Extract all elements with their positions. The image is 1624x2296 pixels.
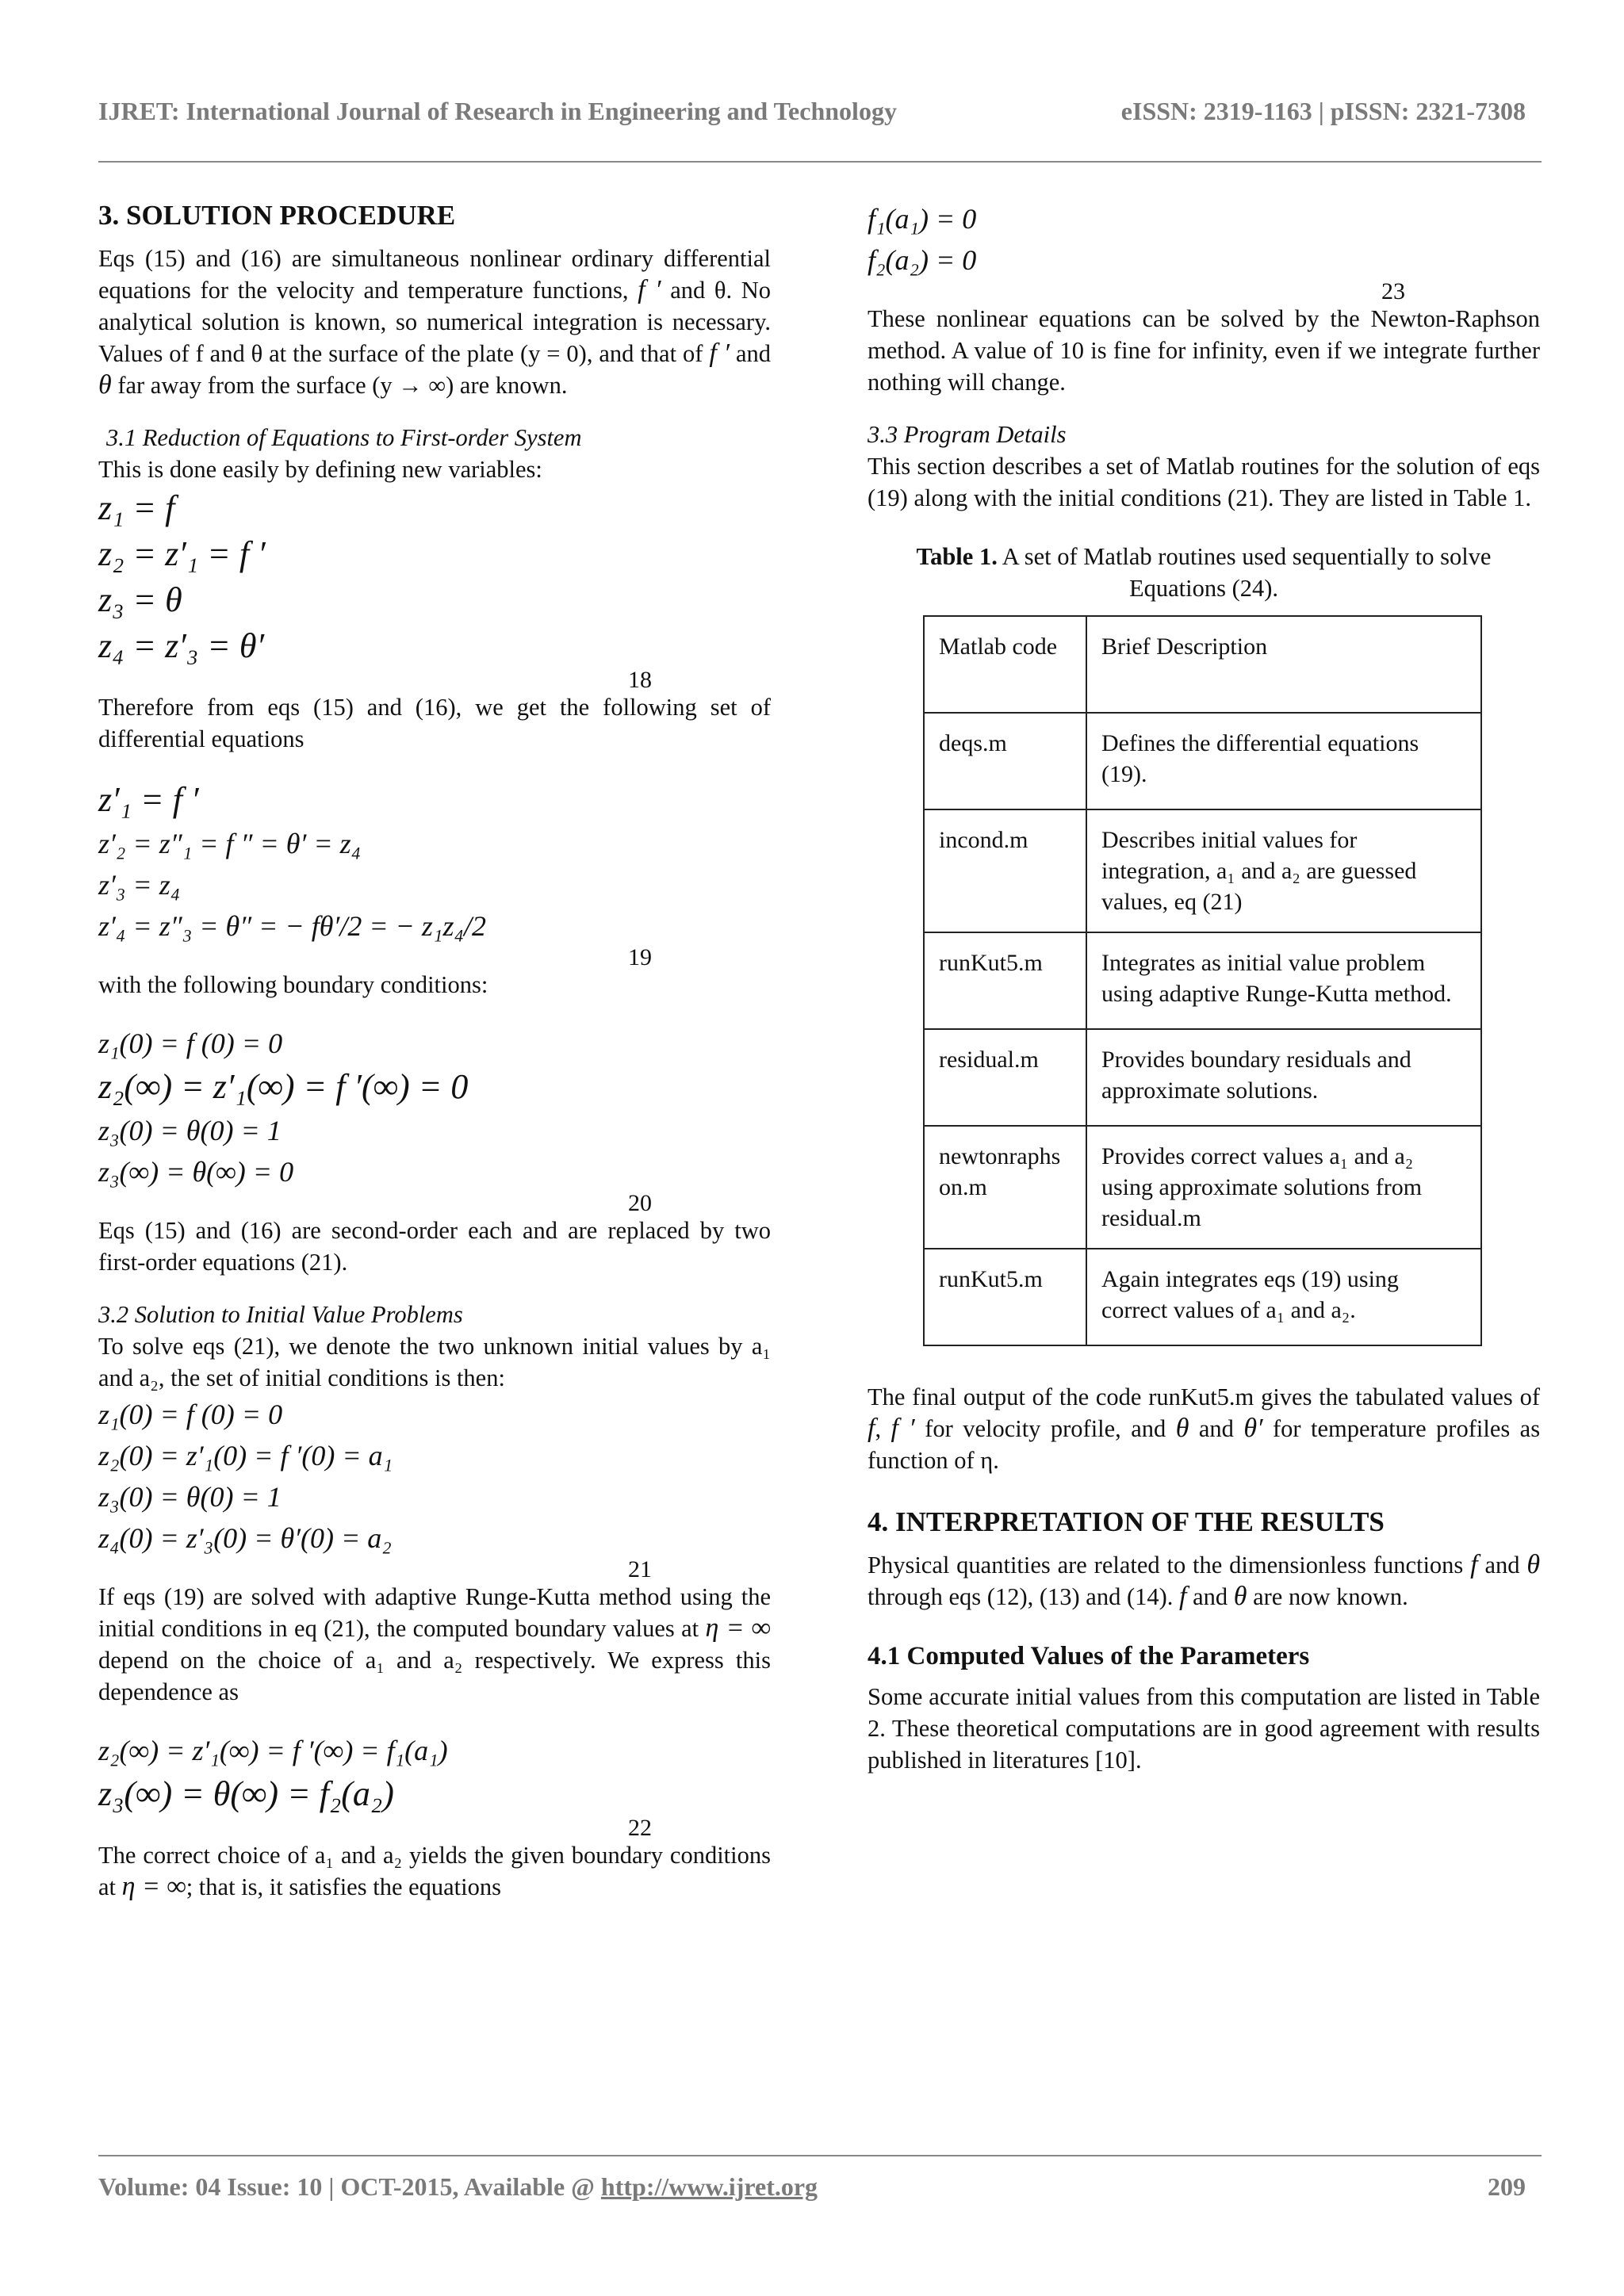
equation-number: 20 — [628, 1190, 652, 1216]
page-footer — [98, 2172, 1526, 2202]
left-column — [98, 198, 771, 1903]
footer-rule — [98, 2155, 1542, 2156]
equation-line: z₂(∞) = z′₁(∞) = f ′(∞) = f₁(a₁) — [98, 1735, 448, 1766]
math-symbol: f ′ — [709, 339, 730, 368]
equation-line: f₂(a₂) = 0 — [868, 244, 977, 276]
paragraph: The final output of the code runKut5.m gives the tabulated values of f, f ′ for velocity profile, and θ and θ′ for temperature profiles as function of η. — [868, 1383, 1541, 1474]
volume-info: Volume: 04 Issue: 10 | OCT-2015, Available @ — [98, 2172, 595, 2201]
page-number: 209 — [1488, 2172, 1526, 2201]
paragraph: Physical quantities are related to the dimensionless functions f and θ through eqs (12), (13) and (14). f and θ are now known. — [868, 1550, 1541, 1611]
table-row: runKut5.m Again integrates eqs (19) using correct values of a₁ and a₂. — [924, 1249, 1481, 1345]
table-row: runKut5.m Integrates as initial value problem using adaptive Runge-Kutta method. — [924, 932, 1481, 1029]
subsection-4-1-title: 4.1 Computed Values of the Parameters — [868, 1642, 1310, 1670]
equation-line: z₂ = z′₁ = f ′ — [98, 534, 266, 573]
equation-line: z₄(0) = z′₃(0) = θ′(0) = a₂ — [98, 1522, 392, 1554]
equation-18 — [98, 485, 771, 691]
math-symbol: θ — [98, 370, 112, 400]
equation-line: z₃(0) = θ(0) = 1 — [98, 1115, 282, 1146]
equation-19 — [98, 777, 771, 969]
equation-number: 18 — [628, 667, 652, 693]
table-row: Matlab code Brief Description — [924, 616, 1481, 713]
equation-number: 22 — [628, 1815, 652, 1841]
table-row: incond.m Describes initial values for integration, a₁ and a₂ are guessed values, eq (21) — [924, 809, 1481, 932]
paragraph: This section describes a set of Matlab routines for the solution of eqs (19) along with the initial conditions (21). They are listed in Table 1. — [868, 453, 1540, 511]
table-caption: Table 1. A set of Matlab routines used sequentially to solve Equations (24). — [916, 543, 1492, 602]
math-symbol: θ — [1233, 1582, 1247, 1611]
equation-line: z₃ = θ — [98, 580, 182, 619]
equation-line: z₁ = f — [98, 488, 175, 527]
equation-21 — [98, 1394, 771, 1581]
subsection-3-2-title: 3.2 Solution to Initial Value Problems — [98, 1301, 463, 1328]
equation-line: z₁(0) = f (0) = 0 — [98, 1027, 283, 1059]
right-column — [868, 198, 1540, 1776]
table-row: newtonraphson.m Provides correct values a₁ and a₂ using approximate solutions from residual.m — [924, 1126, 1481, 1249]
journal-link[interactable]: http://www.ijret.org — [600, 2172, 818, 2201]
equation-line: z₃(∞) = θ(∞) = 0 — [98, 1156, 294, 1188]
equation-line: z′₄ = z″₃ = θ″ = − fθ′/2 = − z₁z₄/2 — [98, 910, 486, 942]
math-symbol: η = ∞ — [705, 1613, 772, 1643]
equation-number: 19 — [628, 944, 652, 970]
paragraph: Eqs (15) and (16) are simultaneous nonlinear ordinary differential equations for the velocity and temperature functions, f ′ and θ. No analytical solution is known, so numerical integration is necessary. Values of f and θ at the surface of the plate (y = 0), and that of f ′ and θ far away from the surface (y → ∞) are known. — [98, 245, 772, 400]
math-symbol: f — [1470, 1550, 1478, 1579]
paragraph: These nonlinear equations can be solved by the Newton-Raphson method. A value of 10 is fine for infinity, even if we integrate further nothing will change. — [868, 305, 1540, 396]
equation-23 — [868, 198, 1540, 303]
subsection-3-3-title: 3.3 Program Details — [868, 421, 1067, 448]
equation-line: z₄ = z′₃ = θ′ — [98, 626, 265, 665]
math-symbol: f ′ — [638, 275, 661, 304]
math-symbol: θ′ — [1243, 1414, 1263, 1443]
equation-line: z₃(0) = θ(0) = 1 — [98, 1481, 282, 1513]
paragraph: Eqs (15) and (16) are second-order each and are replaced by two first-order equations (21). — [98, 1217, 771, 1276]
paragraph: with the following boundary conditions: — [98, 971, 488, 998]
math-symbol: f — [868, 1414, 875, 1443]
subsection-3-1-title: 3.1 Reduction of Equations to First-order System — [106, 424, 582, 451]
paragraph: To solve eqs (21), we denote the two unknown initial values by a₁ and a₂, the set of initial conditions is then: — [98, 1333, 771, 1391]
equation-22 — [98, 1730, 771, 1839]
matlab-routines-table — [923, 615, 1482, 1346]
equation-line: z′₁ = f ′ — [98, 780, 199, 819]
paragraph: Therefore from eqs (15) and (16), we get the following set of differential equations — [98, 694, 771, 752]
math-symbol: f — [1179, 1582, 1187, 1611]
math-symbol: η = ∞ — [121, 1872, 186, 1901]
math-symbol: θ — [1526, 1550, 1541, 1579]
equation-line: z₂(∞) = z′₁(∞) = f ′(∞) = 0 — [98, 1067, 469, 1106]
math-symbol: f ′ — [891, 1414, 915, 1443]
equation-line: z′₂ = z″₁ = f ″ = θ′ = z₄ — [98, 828, 362, 859]
math-symbol: θ — [1175, 1414, 1189, 1443]
section-3-title: 3. SOLUTION PROCEDURE — [98, 200, 456, 231]
equation-line: z₂(0) = z′₁(0) = f ′(0) = a₁ — [98, 1440, 393, 1471]
equation-line: z₃(∞) = θ(∞) = f₂(a₂) — [98, 1774, 394, 1813]
paragraph: If eqs (19) are solved with adaptive Runge-Kutta method using the initial conditions in eq (21), the computed boundary values at η = ∞ depend on the choice of a₁ and a₂ respectively. We express this dependence as — [98, 1583, 772, 1705]
equation-number: 21 — [628, 1556, 652, 1582]
journal-name: IJRET: International Journal of Research in Engineering and Technology — [98, 97, 897, 125]
paragraph: Some accurate initial values from this computation are listed in Table 2. These theoretical computations are in good agreement with results published in literatures [10]. — [868, 1683, 1540, 1774]
paragraph: This is done easily by defining new variables: — [98, 456, 542, 483]
table-row: deqs.m Defines the differential equations (19). — [924, 713, 1481, 809]
equation-line: f₁(a₁) = 0 — [868, 203, 977, 235]
section-4-title: 4. INTERPRETATION OF THE RESULTS — [868, 1506, 1385, 1537]
header-rule — [98, 161, 1542, 163]
equation-line: z′₃ = z₄ — [98, 869, 181, 901]
table-row: residual.m Provides boundary residuals and approximate solutions. — [924, 1029, 1481, 1126]
paragraph: The correct choice of a₁ and a₂ yields the given boundary conditions at η = ∞; that is, it satisfies the equations — [98, 1842, 771, 1901]
issn: eISSN: 2319-1163 | pISSN: 2321-7308 — [1120, 97, 1526, 125]
equation-line: z₁(0) = f (0) = 0 — [98, 1399, 283, 1430]
equation-20 — [98, 1023, 771, 1215]
equation-number: 23 — [1381, 278, 1405, 304]
